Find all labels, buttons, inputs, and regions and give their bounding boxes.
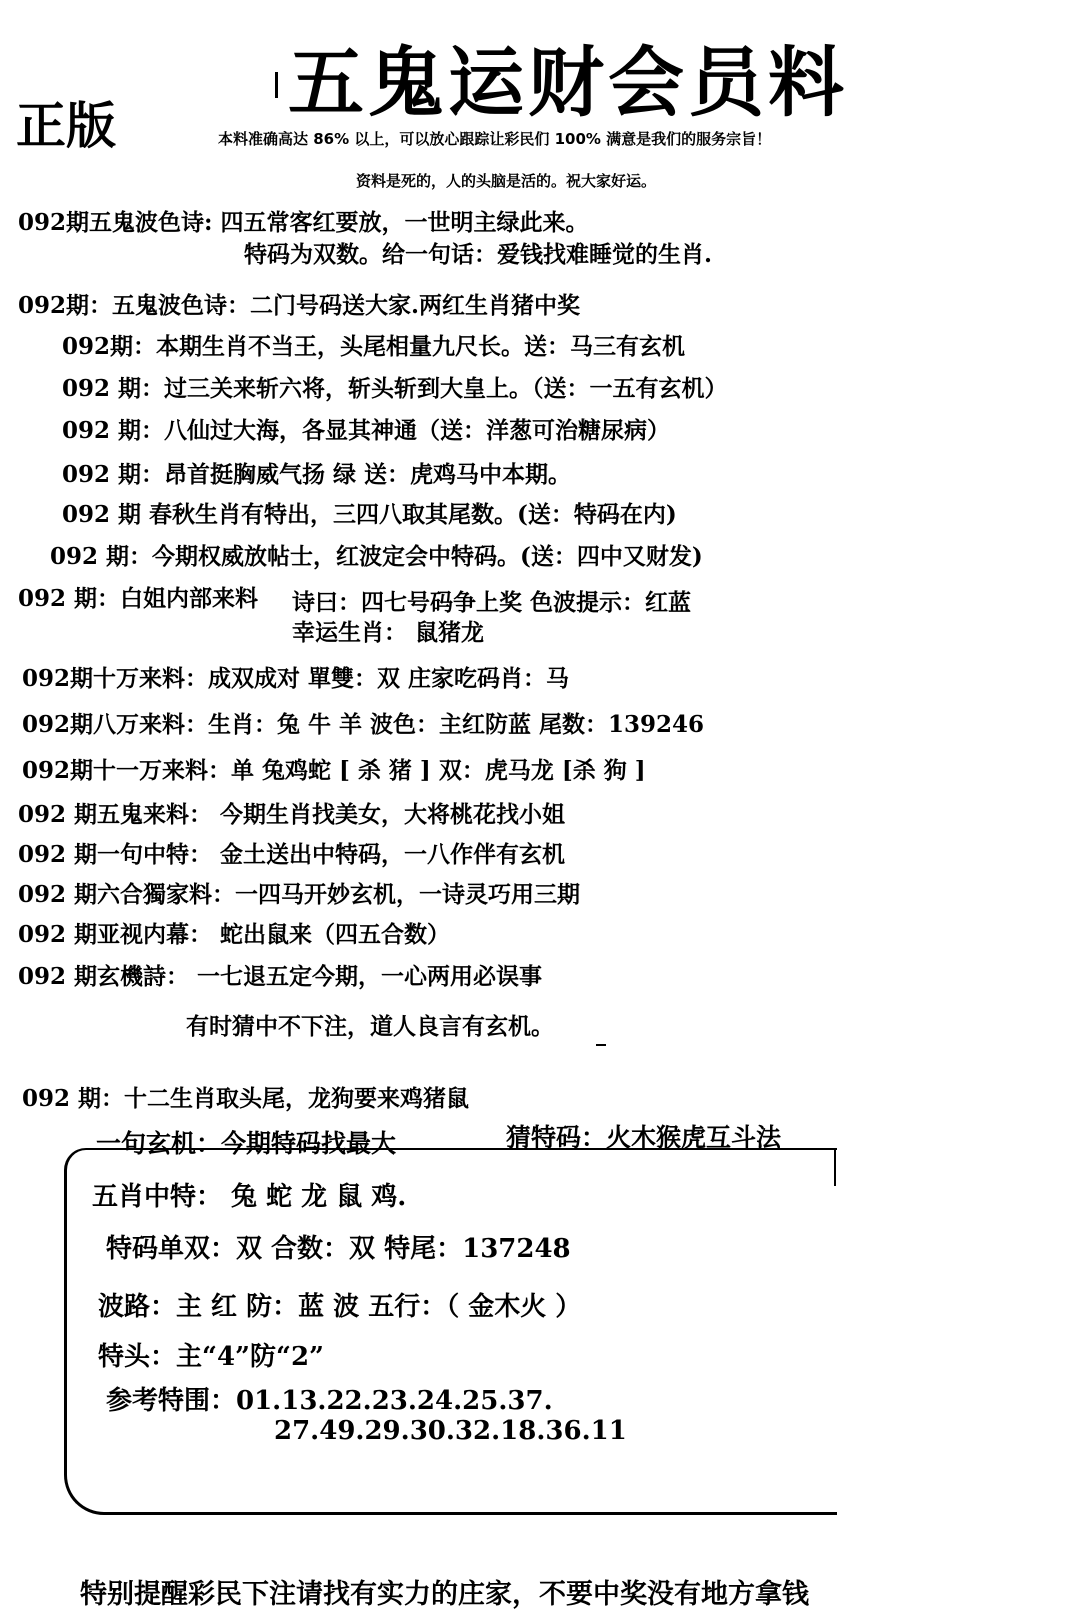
box-guess-code: 猜特码：火木猴虎互斗法: [506, 1123, 782, 1152]
line-five-ghosts: 092 期五鬼来料： 今期生肖找美女，大将桃花找小姐: [18, 801, 566, 828]
line-white-sister-poem: 诗曰：四七号码争上奖 色波提示：红蓝: [292, 589, 692, 616]
subtitle-accuracy: 本料准确高达 86% 以上，可以放心跟踪让彩民们 100% 满意是我们的服务宗旨！: [218, 130, 772, 148]
subtitle-luck: 资料是死的，人的头脑是活的。祝大家好运。: [356, 172, 657, 190]
line-one-sentence: 092 期一句中特： 金土送出中特码，一八作伴有玄机: [18, 841, 566, 868]
line-authority-tip: 092 期：今期权威放帖士，红波定会中特码。(送：四中又财发): [50, 543, 703, 570]
page-title: 五鬼运财会员料: [288, 38, 848, 127]
box-wave-route: 波路：主 红 防：蓝 波 五行：（ 金木火 ）: [98, 1292, 582, 1322]
footer-reminder: 特别提醒彩民下注请找有实力的庄家，不要中奖没有地方拿钱: [80, 1579, 809, 1610]
line-three-passes: 092 期：过三关来斩六将，斩头斩到大皇上。（送：一五有玄机）: [62, 375, 728, 402]
line-110k: 092期十一万来料：单 兔鸡蛇 [ 杀 猪 ] 双：虎马龙 [杀 狗 ]: [22, 757, 646, 784]
line-mystic-poem-2: 有时猜中不下注，道人良言有玄机。: [186, 1013, 554, 1040]
edition-badge: 正版: [16, 96, 116, 155]
box-edge: [834, 1148, 836, 1186]
line-mystic-poem: 092 期玄機詩： 一七退五定今期，一心两用必误事: [18, 963, 543, 990]
box-reference-range: 参考特围：01.13.22.23.24.25.37.: [106, 1386, 553, 1416]
line-atv-inside: 092 期亚视内幕： 蛇出鼠来（四五合数）: [18, 921, 451, 948]
box-odd-even: 特码单双：双 合数：双 特尾：137248: [106, 1234, 571, 1264]
line-wave-poem: 092期五鬼波色诗: 四五常客红要放，一世明主绿此来。: [18, 209, 589, 236]
mark: [596, 1044, 606, 1046]
line-wave-poem-hint: 特码为双数。给一句话：爱钱找难睡觉的生肖.: [244, 241, 713, 268]
line-exclusive: 092 期六合獨家料：一四马开妙玄机，一诗灵巧用三期: [18, 881, 581, 908]
line-spring-autumn: 092 期 春秋生肖有特出，三四八取其尾数。(送：特码在内): [62, 501, 677, 528]
line-80k: 092期八万来料：生肖：兔 牛 羊 波色：主红防蓝 尾数：139246: [22, 711, 705, 738]
line-100k: 092期十万来料：成双成对 單雙：双 庄家吃码肖：马: [22, 665, 570, 692]
box-reference-range-2: 27.49.29.30.32.18.36.11: [274, 1416, 627, 1446]
box-five-zodiacs: 五肖中特： 兔 蛇 龙 鼠 鸡.: [92, 1182, 407, 1212]
line-twelve-zodiac: 092 期：十二生肖取头尾，龙狗要来鸡猪鼠: [22, 1085, 470, 1112]
line-zodiac-king: 092期：本期生肖不当王，头尾相量九尺长。送：马三有玄机: [62, 333, 686, 360]
line-eight-immortals: 092 期：八仙过大海，各显其神通（送：洋葱可治糖尿病）: [62, 417, 671, 444]
title-mark: [275, 72, 278, 98]
line-white-sister: 092 期：白姐内部来料: [18, 585, 259, 612]
line-wave-poem-2: 092期：五鬼波色诗：二门号码送大家.两红生肖猪中奖: [18, 292, 581, 319]
box-mystic: 一句玄机：今期特码找最大: [96, 1129, 397, 1158]
line-lucky-zodiac: 幸运生肖： 鼠猪龙: [292, 619, 485, 646]
box-special-head: 特头：主“4”防“2”: [98, 1342, 325, 1372]
line-head-up: 092 期：昂首挺胸威气扬 绿 送：虎鸡马中本期。: [62, 461, 572, 488]
